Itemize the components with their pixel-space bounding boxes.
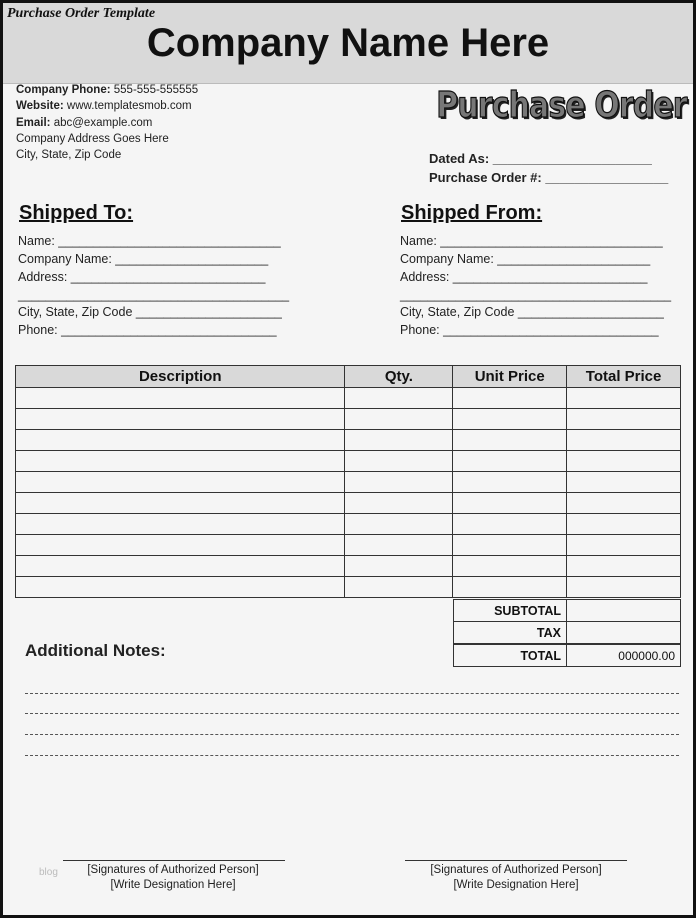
shipped-to-name: Name: ________________________________ [18,234,281,248]
cell-description[interactable] [16,409,345,430]
table-row [16,472,681,493]
items-header-row [16,366,681,388]
cell-description[interactable] [16,430,345,451]
totals-table [453,599,681,667]
col-total-price: Total Price [567,366,681,388]
shipped-to-address: Address: ____________________________ [18,270,266,284]
company-city: City, State, Zip Code [16,149,122,161]
signature-caption-right: [Signatures of Authorized Person] [430,864,602,876]
shipped-to-company: Company Name: ______________________ [18,252,269,266]
shipped-from-blank-line: _______________________________________ [400,288,672,302]
cell-total-price[interactable] [567,409,681,430]
cell-description[interactable] [16,577,345,598]
cell-description[interactable] [16,535,345,556]
cell-total-price[interactable] [567,451,681,472]
notes-line-2[interactable] [25,713,679,714]
shipped-from-phone: Phone: _______________________________ [400,323,659,337]
subtotal-label: SUBTOTAL [454,600,567,622]
tax-row [454,622,681,645]
cell-unit-price[interactable] [453,472,567,493]
cell-unit-price[interactable] [453,451,567,472]
cell-description[interactable] [16,451,345,472]
cell-qty[interactable] [345,409,453,430]
company-address: Company Address Goes Here [16,133,169,145]
cell-total-price[interactable] [567,388,681,409]
tax-label: TAX [454,622,567,645]
cell-qty[interactable] [345,451,453,472]
email-value: abc@example.com [53,117,153,129]
cell-qty[interactable] [345,430,453,451]
cell-total-price[interactable] [567,514,681,535]
cell-unit-price[interactable] [453,577,567,598]
shipped-from-city: City, State, Zip Code _____________________ [400,305,664,319]
po-number-field: Purchase Order #: _________________ [429,170,669,185]
cell-qty[interactable] [345,472,453,493]
company-name: Company Name Here [146,21,550,65]
company-website [16,100,192,112]
cell-total-price[interactable] [567,556,681,577]
purchase-order-title: Purchase Order [436,85,687,126]
company-email [16,117,152,129]
cell-total-price[interactable] [567,472,681,493]
shipped-to-phone: Phone: _______________________________ [18,323,277,337]
total-value[interactable]: 000000.00 [567,644,681,667]
tax-value[interactable] [567,622,681,645]
website-value: www.templatesmob.com [66,100,192,112]
total-label: TOTAL [454,644,567,667]
cell-qty[interactable] [345,514,453,535]
table-row [16,556,681,577]
cell-total-price[interactable] [567,577,681,598]
cell-unit-price[interactable] [453,409,567,430]
items-table [15,365,681,598]
watermark: blog [39,867,58,878]
table-row [16,430,681,451]
shipped-from-title: Shipped From: [401,202,543,224]
signature-caption-left: [Signatures of Authorized Person] [87,864,259,876]
subtotal-value[interactable] [567,600,681,622]
shipped-from-company: Company Name: ______________________ [400,252,651,266]
col-qty: Qty. [345,366,453,388]
cell-description[interactable] [16,472,345,493]
cell-qty[interactable] [345,388,453,409]
phone-label: Company Phone: [16,84,111,96]
signature-line-left[interactable] [63,860,285,861]
shipped-to-blank-line: _______________________________________ [18,288,290,302]
notes-line-3[interactable] [25,734,679,735]
table-row [16,388,681,409]
website-label: Website: [16,100,64,112]
col-description: Description [16,366,345,388]
additional-notes-title: Additional Notes: [25,641,166,660]
cell-unit-price[interactable] [453,430,567,451]
shipped-to-city: City, State, Zip Code _____________________ [18,305,282,319]
designation-caption-right: [Write Designation Here] [453,879,579,891]
cell-description[interactable] [16,514,345,535]
cell-unit-price[interactable] [453,535,567,556]
dated-as-field: Dated As: ______________________ [429,151,652,166]
table-row [16,577,681,598]
cell-qty[interactable] [345,577,453,598]
cell-unit-price[interactable] [453,556,567,577]
col-unit-price: Unit Price [453,366,567,388]
total-row [454,644,681,667]
email-label: Email: [16,117,51,129]
cell-description[interactable] [16,493,345,514]
cell-total-price[interactable] [567,430,681,451]
cell-qty[interactable] [345,556,453,577]
notes-line-1[interactable] [25,693,679,694]
shipped-from-address: Address: ____________________________ [400,270,648,284]
signature-line-right[interactable] [405,860,627,861]
table-row [16,535,681,556]
cell-description[interactable] [16,556,345,577]
phone-value: 555-555-555555 [113,84,199,96]
table-row [16,409,681,430]
cell-qty[interactable] [345,535,453,556]
designation-caption-left: [Write Designation Here] [110,879,236,891]
notes-line-4[interactable] [25,755,679,756]
table-row [16,514,681,535]
table-row [16,451,681,472]
table-row [16,493,681,514]
cell-description[interactable] [16,388,345,409]
subtotal-row [454,600,681,622]
shipped-from-name: Name: ________________________________ [400,234,663,248]
template-label: Purchase Order Template [7,6,156,21]
cell-unit-price[interactable] [453,493,567,514]
shipped-to-title: Shipped To: [19,202,134,224]
cell-total-price[interactable] [567,493,681,514]
cell-unit-price[interactable] [453,388,567,409]
items-body [16,388,681,598]
cell-unit-price[interactable] [453,514,567,535]
cell-qty[interactable] [345,493,453,514]
cell-total-price[interactable] [567,535,681,556]
company-phone [16,84,198,96]
